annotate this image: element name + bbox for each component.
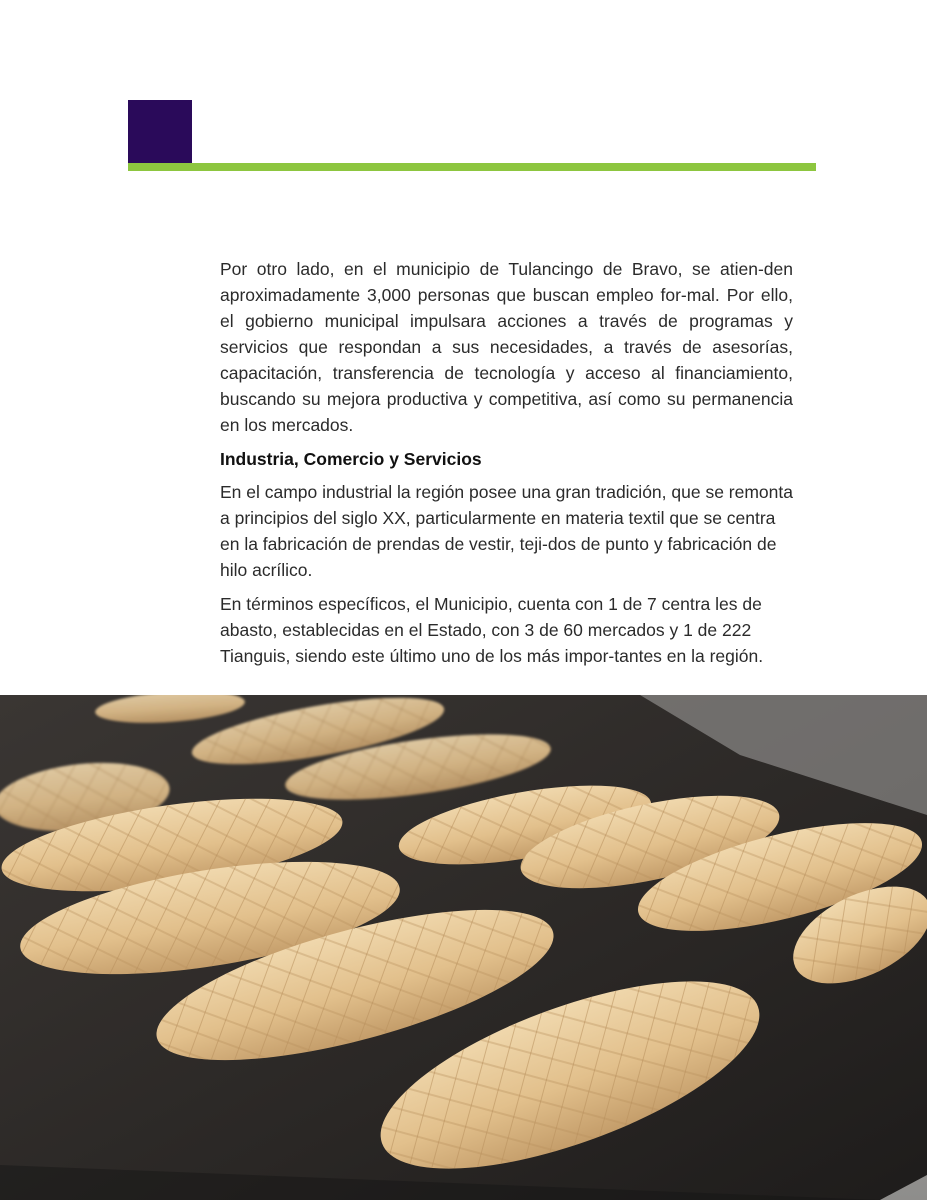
- bakery-photo: [0, 695, 927, 1200]
- section-heading: Industria, Comercio y Servicios: [220, 449, 482, 469]
- intro-paragraph: Por otro lado, en el municipio de Tulancingo de Bravo, se atien-den aproximadamente 3,000 personas que buscan empleo for-mal. Por ello, el gobierno municipal impulsara acciones a través de programas y servicios que respondan a sus necesidades, a través de asesorías, capacitación, transferencia de tecnología y acceso al financiamiento, buscando su mejora productiva y competitiva, así como su permanencia en los mercados.: [220, 259, 793, 435]
- industry-paragraph: En el campo industrial la región posee una gran tradición, que se remonta a principios del siglo XX, particularmente en materia textil que se centra en la fabricación de prendas de vestir, teji-dos de punto y fabricación de hilo acrílico.: [220, 482, 793, 580]
- header-accent-rule: [128, 163, 816, 171]
- markets-paragraph: En términos específicos, el Municipio, cuenta con 1 de 7 centra les de abasto, establecidas en el Estado, con 3 de 60 mercados y 1 de 222 Tianguis, siendo este último uno de los más impor-tantes en la región.: [220, 594, 764, 666]
- body-text: [220, 256, 793, 677]
- header-accent-square: [128, 100, 192, 163]
